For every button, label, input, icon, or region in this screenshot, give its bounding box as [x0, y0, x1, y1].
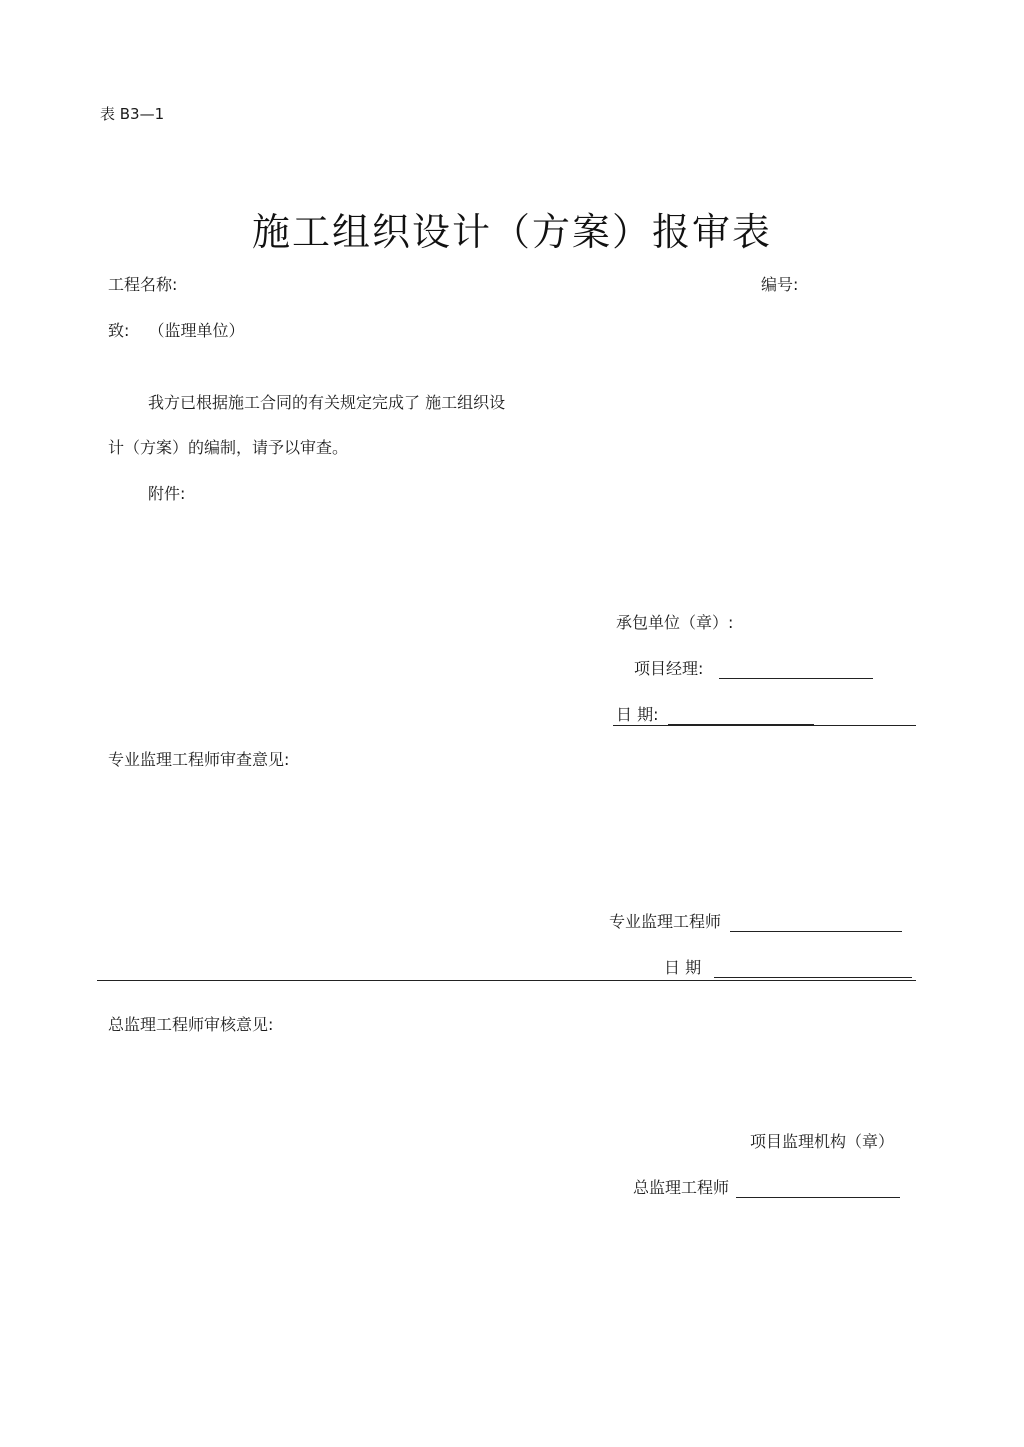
- project-manager-row: [634, 659, 873, 679]
- specialist-opinion-label: 专业监理工程师审查意见:: [108, 750, 290, 769]
- contractor-date-line[interactable]: [668, 708, 814, 725]
- serial-number-label: 编号:: [761, 275, 799, 294]
- contractor-date-row: [616, 705, 814, 725]
- project-name-label: 工程名称:: [108, 275, 178, 294]
- specialist-engineer-signature-line[interactable]: [730, 915, 902, 932]
- table-number: 表 B3—1: [100, 105, 165, 123]
- contractor-date-label: 日 期:: [616, 705, 659, 724]
- specialist-date-line[interactable]: [714, 961, 912, 978]
- specialist-date-row: [664, 958, 912, 978]
- contractor-unit-label: 承包单位（章）:: [616, 613, 734, 632]
- attachment-label: 附件:: [148, 484, 186, 503]
- document-title: 施工组织设计（方案）报审表: [251, 210, 772, 254]
- chief-engineer-label: 总监理工程师: [633, 1178, 730, 1197]
- specialist-engineer-row: [609, 912, 902, 932]
- project-manager-signature-line[interactable]: [719, 662, 873, 679]
- chief-engineer-row: [633, 1178, 900, 1198]
- body-text-line-2: 计（方案）的编制，请予以审查。: [108, 438, 349, 457]
- addressee-label: [108, 321, 245, 341]
- body-text-line-1: 我方已根据施工合同的有关规定完成了 施工组织设: [148, 393, 506, 412]
- specialist-engineer-label: 专业监理工程师: [609, 912, 722, 931]
- to-label: 致:: [108, 321, 130, 340]
- section-divider: [97, 980, 916, 981]
- supervision-unit-placeholder: （监理单位）: [148, 321, 245, 340]
- chief-engineer-signature-line[interactable]: [736, 1181, 900, 1198]
- project-manager-label: 项目经理:: [634, 659, 704, 678]
- supervision-org-label: 项目监理机构（章）: [750, 1132, 895, 1151]
- chief-opinion-label: 总监理工程师审核意见:: [108, 1015, 274, 1034]
- specialist-date-label: 日 期: [664, 958, 702, 977]
- contractor-section-divider: [613, 725, 916, 726]
